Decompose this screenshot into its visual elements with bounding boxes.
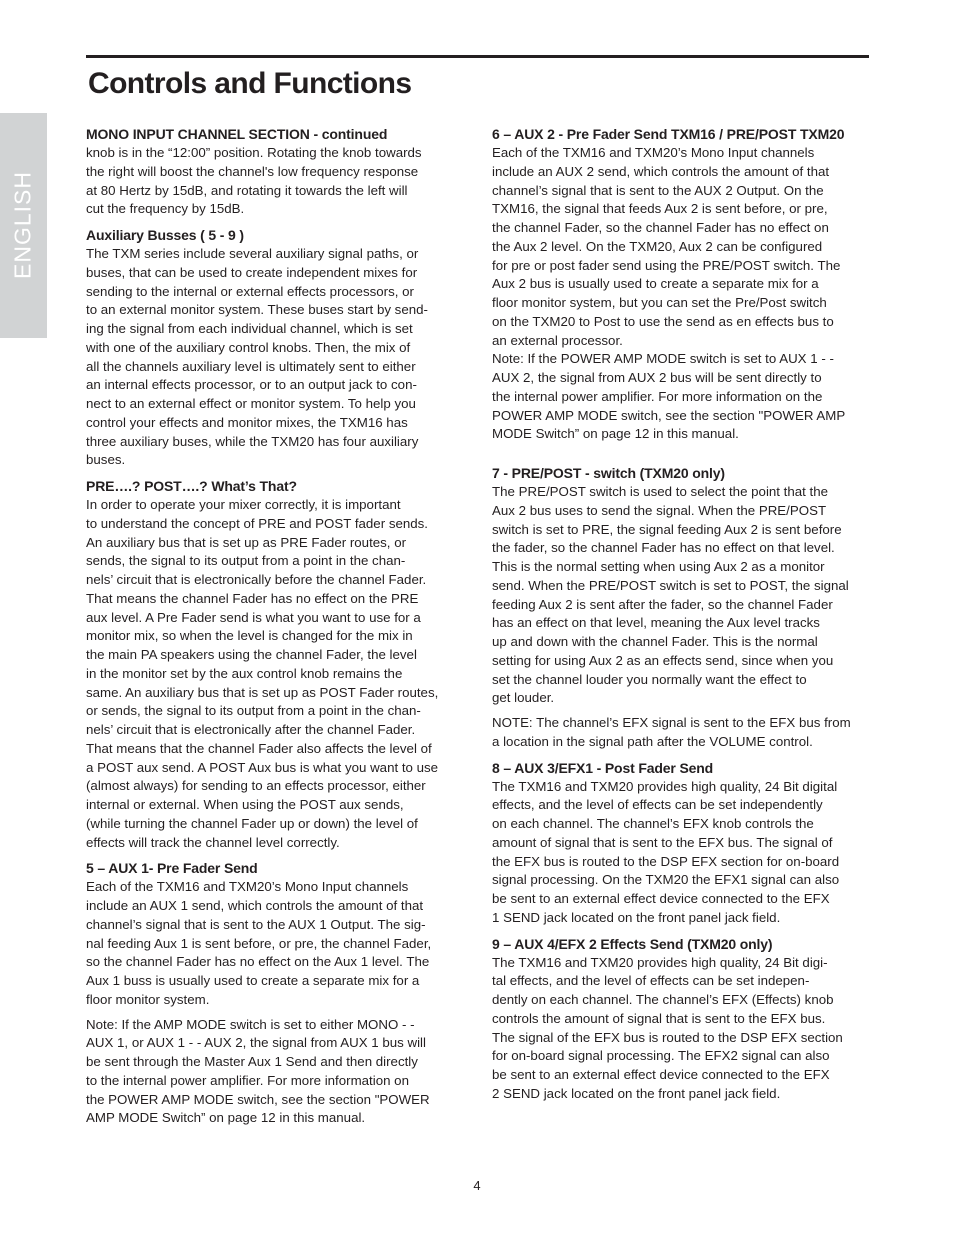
page-number: 4 [473, 1178, 481, 1193]
section-body-aux2: Each of the TXM16 and TXM20’s Mono Input channels include an AUX 2 send, which controls the amount of that channel’s signal that is sent to the AUX 2 Output. On the TXM16, the signal that feeds Aux 2 is sent before, or pre, the channel Fader, so the channel Fader has no effect on the Aux 2 level. On the TXM20, Aux 2 can be configured for pre or post fader send using the PRE/POST switch. The Aux 2 bus is usually used to create a separate mix for a floor monitor system, but you can set the Pre/Post switch on the TXM20 to Post to use the send as en effects bus to an external processor. Note: If the POWER AMP MODE switch is set to AUX 1 - - AUX 2, the signal from AUX 2 bus will be sent directly to the internal power amplifier. For more information on the POWER AMP MODE switch, see the section "POWER AMP MODE Switch” on page 12 in this manual. [492, 145, 846, 442]
section-body-aux3-efx1: The TXM16 and TXM20 provides high quality, 24 Bit digital effects, and the level of effects can be set independently on each channel. The channel’s EFX knob controls the amount of signal that is sent to the EFX bus. The signal of the EFX bus is routed to the DSP EFX section for on-board signal processing. On the TXM20 the EFX1 signal can also be sent to an external effect device connected to the EFX 1 SEND jack located on the front panel jack field. [492, 778, 840, 925]
language-tab-label: ENGLISH [9, 171, 36, 279]
section-heading-aux3-efx1: 8 – AUX 3/EFX1 - Post Fader Send [492, 759, 714, 776]
section-body-auxiliary-busses: The TXM series include several auxiliary signal paths, or buses, that can be used to create independent mixes for sending to the internal or external effects processors, or to an external monitor system. These buses start by send- ing the signal from each individual channel, which is set with one of the auxiliary control knobs. Then, the mix of all the channels auxiliary level is ultimately sent to either an internal effects processor, or to an output jack to con- nect to an external effect or monitor system. To help you control your effects and monitor mixes, the TXM16 has three auxiliary buses, while the TXM20 has four auxiliary buses. [86, 246, 428, 468]
left-column [86, 124, 464, 1128]
right-column [492, 124, 870, 1104]
section-heading-auxiliary-busses: Auxiliary Busses ( 5 - 9 ) [86, 227, 244, 243]
section-body-aux1: Each of the TXM16 and TXM20’s Mono Input channels include an AUX 1 send, which controls the amount of that channel’s signal that is sent to the AUX 1 Output. The sig- nal feeding Aux 1 is sent before, or pre, the channel Fader, so the channel Fader has no effect on the Aux 1 level. The Aux 1 buss is usually used to create a separate mix for a floor monitor system. [86, 879, 432, 1007]
section-body-pre-post: In order to operate your mixer correctly, it is important to understand the concept of PRE and POST fader sends. An auxiliary bus that is set up as PRE Fader routes, or sends, the signal to its output from a point in the chan- nels’ circuit that is electronically before the channel Fader. That means the channel Fader has no effect on the PRE aux level. A Pre Fader send is what you want to use for a monitor mix, so when the level is changed for the mix in the main PA speakers using the channel Fader, the level in the monitor set by the aux control knob remains the same. An auxiliary bus that is set up as POST Fader routes, or sends, the signal to its output from a point in the chan- nels’ circuit that is electronically after the channel Fader. That means that the channel Fader also affects the level of a POST aux send. A POST Aux bus is what you want to use (almost always) for sending to an effects processor, either internal or external. When using the POST aux sends, (while turning the channel Fader up or down) the level of effects will track the channel level correctly. [86, 497, 439, 850]
section-heading-mono-input-continued: MONO INPUT CHANNEL SECTION - continued [86, 126, 388, 142]
section-note-efx-signal: NOTE: The channel’s EFX signal is sent to the EFX bus from a location in the signal path after the VOLUME control. [492, 715, 851, 749]
section-heading-pre-post: PRE….? POST….? What’s That? [86, 478, 297, 494]
top-rule [86, 55, 869, 58]
page-title: Controls and Functions [88, 67, 412, 100]
section-note-aux1: Note: If the AMP MODE switch is set to either MONO - - AUX 1, or AUX 1 - - AUX 2, the signal from AUX 1 bus will be sent through the Master Aux 1 Send and then directly to the internal power amplifier. For more information on the POWER AMP MODE switch, see the section "POWER AMP MODE Switch” on page 12 in this manual. [86, 1016, 430, 1126]
language-tab [0, 113, 47, 338]
section-heading-pre-post-switch: 7 - PRE/POST - switch (TXM20 only) [492, 465, 725, 481]
section-heading-aux1: 5 – AUX 1- Pre Fader Send [86, 860, 258, 877]
section-body-aux4-efx2: The TXM16 and TXM20 provides high quality, 24 Bit digi- tal effects, and the level of effects can be set indepen- dently on each channel. The channel’s EFX (Effects) knob controls the amount of signal that is sent to the EFX bus. The signal of the EFX bus is routed to the DSP EFX section for on-board signal processing. The EFX2 signal can also be sent to an external effect device connected to the EFX 2 SEND jack located on the front panel jack field. [492, 954, 843, 1101]
section-body-pre-post-switch: The PRE/POST switch is used to select the point that the Aux 2 bus uses to send the signal. When the PRE/POST switch is set to PRE, the signal feeding Aux 2 is sent before the fader, so the channel Fader has no effect on that level. This is the normal setting when using Aux 2 as a monitor send. When the PRE/POST switch is set to POST, the signal feeding Aux 2 is sent after the fader, so the channel Fader has an effect on that level, meaning the Aux level tracks up and down with the channel Fader. This is the normal setting for using Aux 2 as an effects send, since when you set the channel louder you normally want the effect to get louder. [492, 484, 849, 706]
section-heading-aux2: 6 – AUX 2 - Pre Fader Send TXM16 / PRE/POST TXM20 [492, 126, 845, 142]
section-heading-aux4-efx2: 9 – AUX 4/EFX 2 Effects Send (TXM20 only) [492, 935, 773, 952]
section-body-mono-input-continued: knob is in the “12:00” position. Rotating the knob towards the right will boost the channel's low frequency response at 80 Hertz by 15dB, and rotating it towards the left will cut the frequency by 15dB. [86, 145, 422, 217]
